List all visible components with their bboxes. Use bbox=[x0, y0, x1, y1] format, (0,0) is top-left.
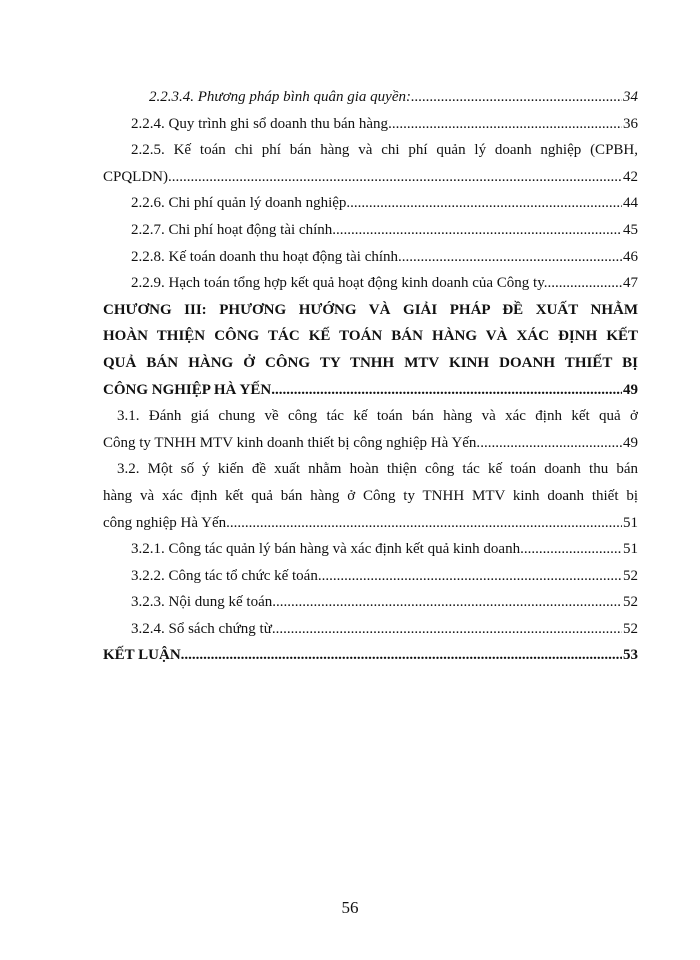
toc-entry-title: 2.2.4. Quy trình ghi sổ doanh thu bán hàng bbox=[131, 115, 389, 132]
toc-leader-dots bbox=[524, 536, 622, 563]
toc-entry-2-2-8[interactable] bbox=[103, 244, 638, 271]
toc-page-number: 53 bbox=[623, 647, 638, 664]
toc-leader-dots bbox=[346, 190, 622, 217]
toc-entry-2-2-9[interactable] bbox=[103, 270, 638, 297]
toc-leader-dots bbox=[411, 84, 622, 111]
toc-entry-title: 3.2.3. Nội dung kế toán bbox=[131, 594, 273, 611]
toc-page-number: 49 bbox=[623, 381, 638, 398]
toc-entry-title: KẾT LUẬN bbox=[103, 647, 181, 664]
toc-entry-title: Công ty TNHH MTV kinh doanh thiết bị công nghiệp Hà Yến. bbox=[103, 434, 481, 451]
toc-page-number: 42 bbox=[623, 168, 638, 185]
table-of-contents bbox=[103, 84, 638, 669]
toc-entry-title: 2.2.8. Kế toán doanh thu hoạt động tài chính bbox=[131, 248, 399, 265]
toc-page-number: 52 bbox=[623, 594, 638, 611]
toc-leader-dots bbox=[181, 642, 622, 669]
toc-page-number: 47 bbox=[623, 275, 638, 292]
toc-entry-2-2-5[interactable] bbox=[103, 137, 638, 190]
toc-leader-dots bbox=[332, 217, 622, 244]
toc-page-number: 34 bbox=[623, 89, 638, 105]
toc-entry-title: CPQLDN) bbox=[103, 168, 169, 185]
chapter-title-line1: CHƯƠNG III: PHƯƠNG HƯỚNG VÀ GIẢI PHÁP ĐỀ XUẤT NHẰM bbox=[103, 301, 638, 318]
toc-leader-dots bbox=[230, 510, 622, 537]
toc-leader-dots bbox=[272, 589, 622, 616]
toc-leader-dots bbox=[168, 164, 622, 191]
toc-page-number: 49 bbox=[623, 434, 638, 451]
toc-entry-title-line1: 2.2.5. Kế toán chi phí bán hàng và chi phí quản lý doanh nghiệp (CPBH, bbox=[131, 142, 638, 159]
toc-page-number: 44 bbox=[623, 195, 638, 212]
toc-entry-title: 3.2.4. Sổ sách chứng từ bbox=[131, 620, 272, 637]
toc-leader-dots bbox=[318, 563, 622, 590]
toc-entry-3-1[interactable] bbox=[103, 403, 638, 456]
toc-leader-dots bbox=[480, 430, 622, 457]
toc-entry-title-line1: 3.2. Một số ý kiến đề xuất nhằm hoàn thiện công tác kế toán doanh thu bán bbox=[117, 461, 638, 478]
toc-entry-3-2-2[interactable] bbox=[103, 563, 638, 590]
toc-page-number: 51 bbox=[623, 514, 638, 531]
toc-leader-dots bbox=[271, 377, 622, 404]
toc-entry-2-2-6[interactable] bbox=[103, 190, 638, 217]
toc-entry-3-2[interactable] bbox=[103, 456, 638, 536]
toc-leader-dots bbox=[388, 111, 622, 138]
toc-leader-dots bbox=[547, 270, 622, 297]
toc-entry-title: 3.2.1. Công tác quản lý bán hàng và xác định kết quả kinh doanh. bbox=[131, 541, 524, 558]
chapter-title-line3: QUẢ BÁN HÀNG Ở CÔNG TY TNHH MTV KINH DOANH THIẾT BỊ bbox=[103, 354, 638, 371]
toc-entry-title-line1: 3.1. Đánh giá chung về công tác kế toán bán hàng và xác định kết quả ở bbox=[117, 408, 638, 425]
toc-page-number: 52 bbox=[623, 620, 638, 637]
toc-leader-dots bbox=[272, 616, 622, 643]
toc-page-number: 51 bbox=[623, 541, 638, 558]
toc-entry-title: 3.2.2. Công tác tổ chức kế toán bbox=[131, 567, 318, 584]
toc-entry-3-2-1[interactable] bbox=[103, 536, 638, 563]
toc-entry-3-2-3[interactable] bbox=[103, 589, 638, 616]
toc-entry-2-2-7[interactable] bbox=[103, 217, 638, 244]
chapter-title-line2: HOÀN THIỆN CÔNG TÁC KẾ TOÁN BÁN HÀNG VÀ XÁC ĐỊNH KẾT bbox=[103, 328, 638, 345]
page-number: 56 bbox=[341, 898, 359, 917]
toc-entry-title: 2.2.6. Chi phí quản lý doanh nghiệp bbox=[131, 195, 347, 212]
toc-entry-title: 2.2.7. Chi phí hoạt động tài chính bbox=[131, 221, 333, 238]
toc-entry-title: CÔNG NGHIỆP HÀ YẾN bbox=[103, 381, 272, 398]
toc-entry-title-line2: hàng và xác định kết quả bán hàng ở Công ty TNHH MTV kinh doanh thiết bị bbox=[103, 487, 638, 504]
toc-entry-3-2-4[interactable] bbox=[103, 616, 638, 643]
toc-entry-title: công nghiệp Hà Yến. bbox=[103, 514, 230, 531]
toc-entry-2-2-3-4[interactable] bbox=[103, 84, 638, 111]
toc-page-number: 46 bbox=[623, 248, 638, 265]
toc-page-number: 45 bbox=[623, 221, 638, 238]
toc-page-number: 36 bbox=[623, 115, 638, 132]
toc-entry-title: 2.2.9. Hạch toán tổng hợp kết quả hoạt động kinh doanh của Công ty. bbox=[131, 275, 548, 292]
toc-entry-title: 2.2.3.4. Phương pháp bình quân gia quyền: bbox=[149, 89, 411, 105]
toc-entry-chapter-3[interactable] bbox=[103, 297, 638, 403]
toc-entry-2-2-4[interactable] bbox=[103, 111, 638, 138]
toc-page-number: 52 bbox=[623, 567, 638, 584]
toc-entry-conclusion[interactable] bbox=[103, 642, 638, 669]
toc-leader-dots bbox=[398, 244, 622, 271]
